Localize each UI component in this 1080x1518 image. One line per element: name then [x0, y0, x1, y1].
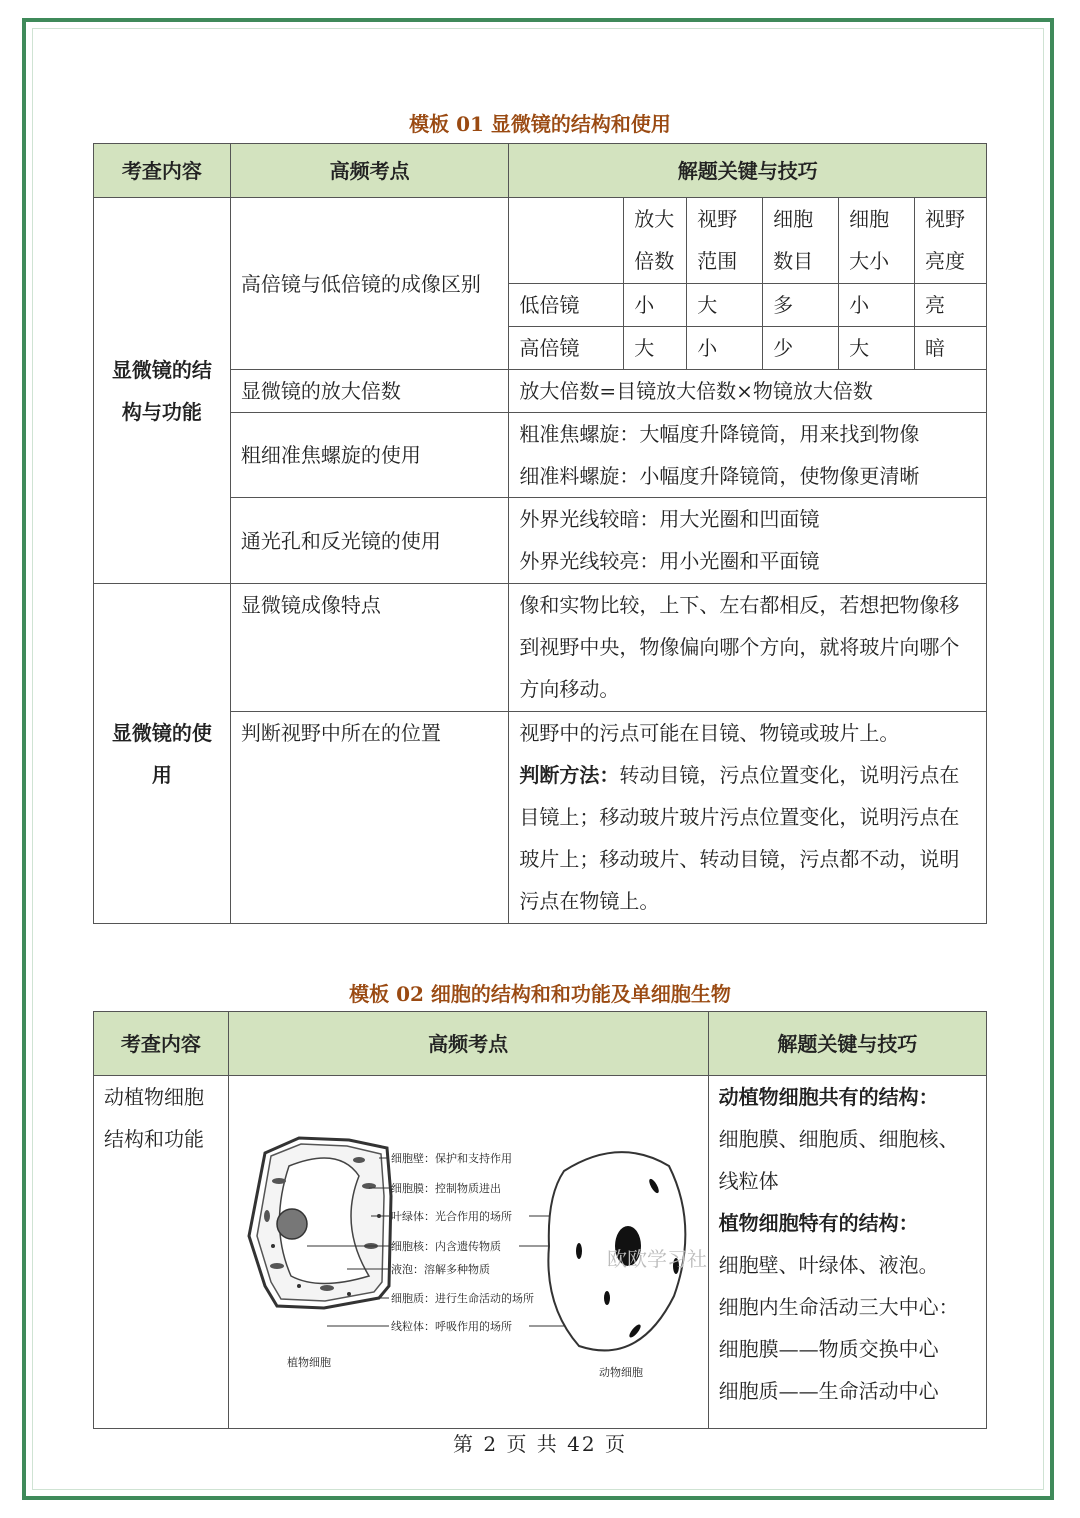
tip-line: 视野中的污点可能在目镜、物镜或玻片上。: [519, 721, 900, 745]
compare-cell: 少: [763, 327, 839, 370]
header-tips: 解题关键与技巧: [708, 1012, 986, 1076]
tip-spot: [509, 712, 987, 924]
section2-table: [93, 1011, 987, 1429]
tip-line: 植物细胞特有的结构：: [718, 1211, 919, 1235]
label-cell-wall: 细胞壁：保护和支持作用: [390, 1152, 512, 1165]
category-usage: 显微镜的使用: [94, 584, 231, 924]
tip-line: 细准料螺旋：小幅度升降镜筒，使物像更清晰: [519, 464, 920, 488]
tip-focus: [509, 413, 987, 498]
header-category: 考查内容: [94, 1012, 229, 1076]
header-tips: 解题关键与技巧: [509, 144, 987, 198]
compare-corner: [509, 198, 624, 284]
compare-col-header: 细胞大小: [839, 198, 915, 284]
tip-line: 外界光线较暗：用大光圈和凹面镜: [519, 507, 820, 531]
compare-col-header: 视野亮度: [915, 198, 987, 284]
compare-cell: 暗: [915, 327, 987, 370]
tip-magnification: 放大倍数=目镜放大倍数×物镜放大倍数: [509, 370, 987, 413]
header-category: 考查内容: [94, 144, 231, 198]
label-vacuole: 液泡：溶解多种物质: [390, 1263, 490, 1276]
tip-line: 外界光线较亮：用小光圈和平面镜: [519, 549, 820, 573]
compare-row-name: 低倍镜: [509, 284, 624, 327]
animal-caption: 动物细胞: [598, 1366, 643, 1379]
compare-cell: 大: [687, 284, 763, 327]
compare-cell: 小: [687, 327, 763, 370]
compare-cell: 大: [624, 327, 687, 370]
label-chloroplast: 叶绿体：光合作用的场所: [390, 1210, 512, 1223]
tip-line: 细胞内生命活动三大中心：: [718, 1295, 959, 1319]
tip-line: 细胞质——生命活动中心: [718, 1379, 939, 1403]
tip-imaging: 像和实物比较，上下、左右都相反，若想把物像移到视野中央，物像偏向哪个方向，就将玻片向哪个方向移动。: [509, 584, 987, 712]
cell-diagram: [229, 1076, 707, 1414]
header-point: 高频考点: [228, 1012, 708, 1076]
point-compare: 高倍镜与低倍镜的成像区别: [230, 198, 509, 370]
compare-cell: 小: [839, 284, 915, 327]
compare-col-header: 放大倍数: [624, 198, 687, 284]
method-label: 判断方法：: [519, 763, 620, 787]
compare-row-name: 高倍镜: [509, 327, 624, 370]
point-magnification: 显微镜的放大倍数: [230, 370, 509, 413]
compare-cell: 多: [763, 284, 839, 327]
label-mitochondria: 线粒体：呼吸作用的场所: [390, 1320, 512, 1333]
header-point: 高频考点: [230, 144, 509, 198]
category-cell: 动植物细胞结构和功能: [94, 1076, 229, 1429]
tip-method: [519, 754, 976, 922]
tip-line: 细胞膜——物质交换中心: [718, 1337, 939, 1361]
page-number: 第 2 页 共 42 页: [453, 1432, 627, 1456]
compare-cell: 大: [839, 327, 915, 370]
tip-line: 动植物细胞共有的结构：: [718, 1085, 939, 1109]
section2-title: 模板 02 细胞的结构和和功能及单细胞生物: [349, 982, 731, 1006]
tip-line: 细胞膜、细胞质、细胞核、线粒体: [718, 1127, 959, 1193]
label-cell-membrane: 细胞膜：控制物质进出: [390, 1182, 501, 1195]
point-imaging: 显微镜成像特点: [230, 584, 509, 712]
label-nucleus: 细胞核：内含遗传物质: [390, 1240, 501, 1253]
watermark: 欧欧学习社: [606, 1247, 707, 1271]
label-cytoplasm: 细胞质：进行生命活动的场所: [390, 1292, 534, 1305]
tip-line: 细胞壁、叶绿体、液泡。: [718, 1253, 939, 1277]
compare-col-header: 细胞数目: [763, 198, 839, 284]
compare-cell: 小: [624, 284, 687, 327]
tip-line: 粗准焦螺旋：大幅度升降镜筒，用来找到物像: [519, 422, 920, 446]
plant-cell: [249, 1138, 391, 1308]
method-text: 转动目镜，污点位置变化，说明污点在目镜上；移动玻片玻片污点位置变化，说明污点在玻片上；移动玻片、转动目镜，污点都不动，说明污点在物镜上。: [519, 763, 960, 913]
category-structure: 显微镜的结构与功能: [94, 198, 231, 584]
point-light: 通光孔和反光镜的使用: [230, 498, 509, 584]
plant-caption: 植物细胞: [286, 1356, 331, 1369]
tip-light: [509, 498, 987, 584]
section1-title: 模板 01 显微镜的结构和使用: [409, 112, 671, 136]
point-focus: 粗细准焦螺旋的使用: [230, 413, 509, 498]
point-spot: 判断视野中所在的位置: [230, 712, 509, 924]
compare-cell: 亮: [915, 284, 987, 327]
compare-col-header: 视野范围: [687, 198, 763, 284]
section1-table: [93, 143, 987, 924]
cell-diagram-cell: [228, 1076, 708, 1429]
tips-cell: [708, 1076, 986, 1429]
